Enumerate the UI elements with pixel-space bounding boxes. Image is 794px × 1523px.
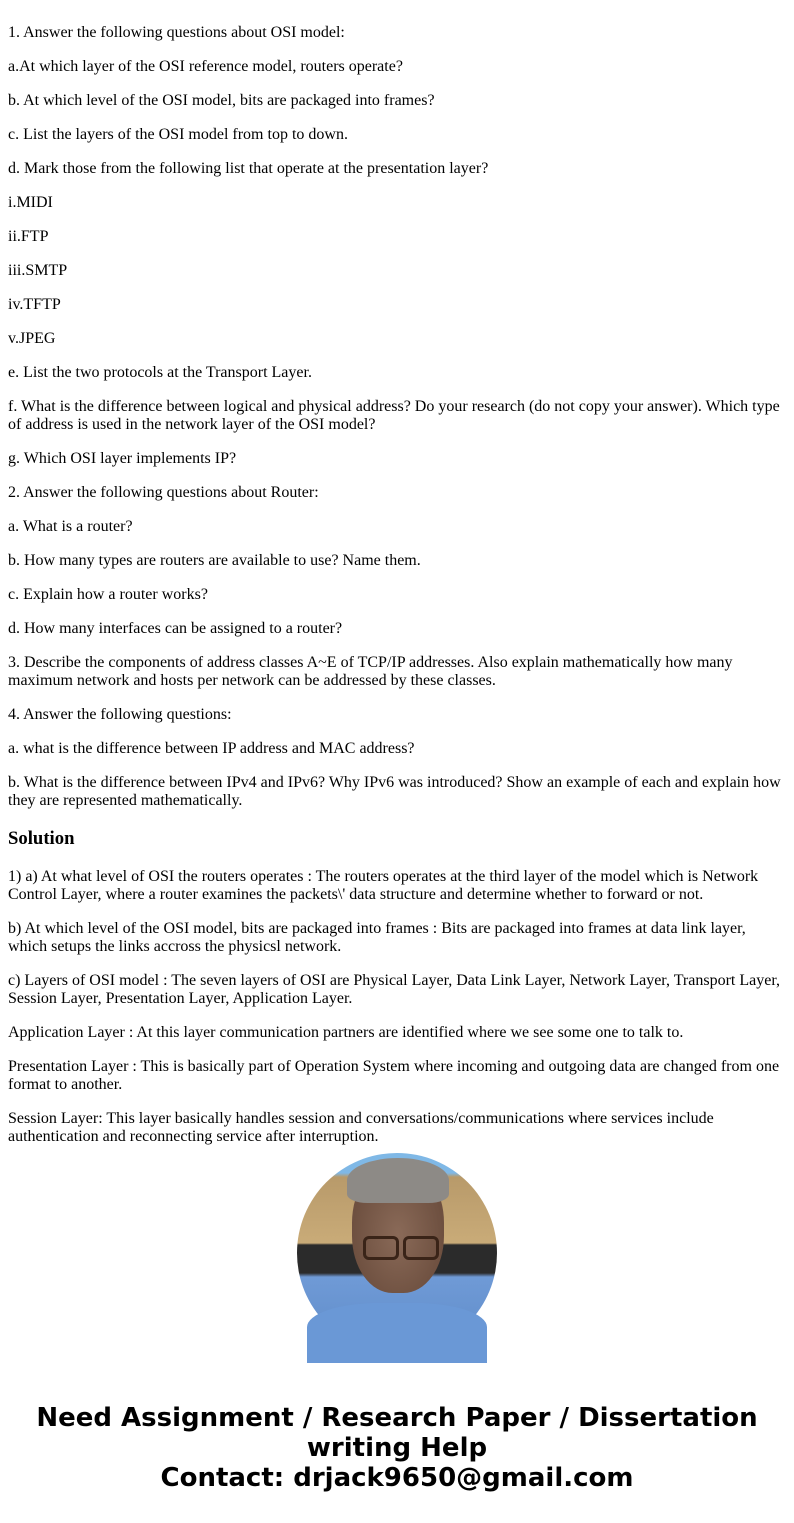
solution-heading: Solution bbox=[8, 828, 75, 849]
option: ii.FTP bbox=[8, 228, 49, 245]
photo-glasses-right bbox=[403, 1236, 439, 1260]
photo-hair bbox=[347, 1158, 449, 1203]
question: b. How many types are routers are available to use? Name them. bbox=[8, 552, 421, 569]
option: iv.TFTP bbox=[8, 296, 61, 313]
footer-ad bbox=[0, 1403, 794, 1493]
solution-paragraph: Presentation Layer : This is basically part of Operation System where incoming and outgoing data are changed from one format to another. bbox=[8, 1058, 780, 1093]
question: c. Explain how a router works? bbox=[8, 586, 208, 603]
question: e. List the two protocols at the Transport Layer. bbox=[8, 364, 312, 381]
solution-paragraph: Session Layer: This layer basically handles session and conversations/communications where services include authentication and reconnecting service after interruption. bbox=[8, 1110, 714, 1145]
solution-paragraph: c) Layers of OSI model : The seven layers of OSI are Physical Layer, Data Link Layer, Network Layer, Transport Layer, Session Layer, Presentation Layer, Application Layer. bbox=[8, 972, 780, 1007]
footer-headline: Need Assignment / Research Paper / Dissertation writing Help bbox=[36, 1403, 758, 1463]
option: v.JPEG bbox=[8, 330, 56, 347]
question: b. At which level of the OSI model, bits are packaged into frames? bbox=[8, 92, 435, 109]
option: iii.SMTP bbox=[8, 262, 68, 279]
footer-contact: Contact: drjack9650@gmail.com bbox=[160, 1463, 634, 1493]
question: g. Which OSI layer implements IP? bbox=[8, 450, 237, 467]
question: 2. Answer the following questions about Router: bbox=[8, 484, 319, 501]
question: d. How many interfaces can be assigned to a router? bbox=[8, 620, 343, 637]
question: a. What is a router? bbox=[8, 518, 133, 535]
question: 4. Answer the following questions: bbox=[8, 706, 232, 723]
author-photo bbox=[297, 1153, 497, 1353]
solution-paragraph: Application Layer : At this layer communication partners are identified where we see some one to talk to. bbox=[8, 1024, 684, 1041]
solution-paragraph: b) At which level of the OSI model, bits are packaged into frames : Bits are packaged into frames at data link layer, which setups the links accross the physicsl network. bbox=[8, 920, 746, 955]
question: d. Mark those from the following list that operate at the presentation layer? bbox=[8, 160, 489, 177]
question: a.At which layer of the OSI reference model, routers operate? bbox=[8, 58, 403, 75]
question: f. What is the difference between logical and physical address? Do your research (do not copy your answer). Which type of address is used in the network layer of the OSI model? bbox=[8, 398, 780, 433]
solution-paragraph: 1) a) At what level of OSI the routers operates : The routers operates at the third layer of the model which is Network Control Layer, where a router examines the packets\' data structure and determine whether to forward or not. bbox=[8, 868, 759, 903]
question: 3. Describe the components of address classes A~E of TCP/IP addresses. Also explain mathematically how many maximum network and hosts per network can be addressed by these classes. bbox=[8, 654, 733, 689]
question: 1. Answer the following questions about OSI model: bbox=[8, 24, 345, 41]
photo-glasses-left bbox=[363, 1236, 399, 1260]
question: b. What is the difference between IPv4 and IPv6? Why IPv6 was introduced? Show an example of each and explain how they are represented mathematically. bbox=[8, 774, 781, 809]
question: a. what is the difference between IP address and MAC address? bbox=[8, 740, 415, 757]
photo-shirt bbox=[307, 1303, 487, 1363]
document-content bbox=[8, 8, 786, 1145]
question: c. List the layers of the OSI model from top to down. bbox=[8, 126, 348, 143]
option: i.MIDI bbox=[8, 194, 53, 211]
